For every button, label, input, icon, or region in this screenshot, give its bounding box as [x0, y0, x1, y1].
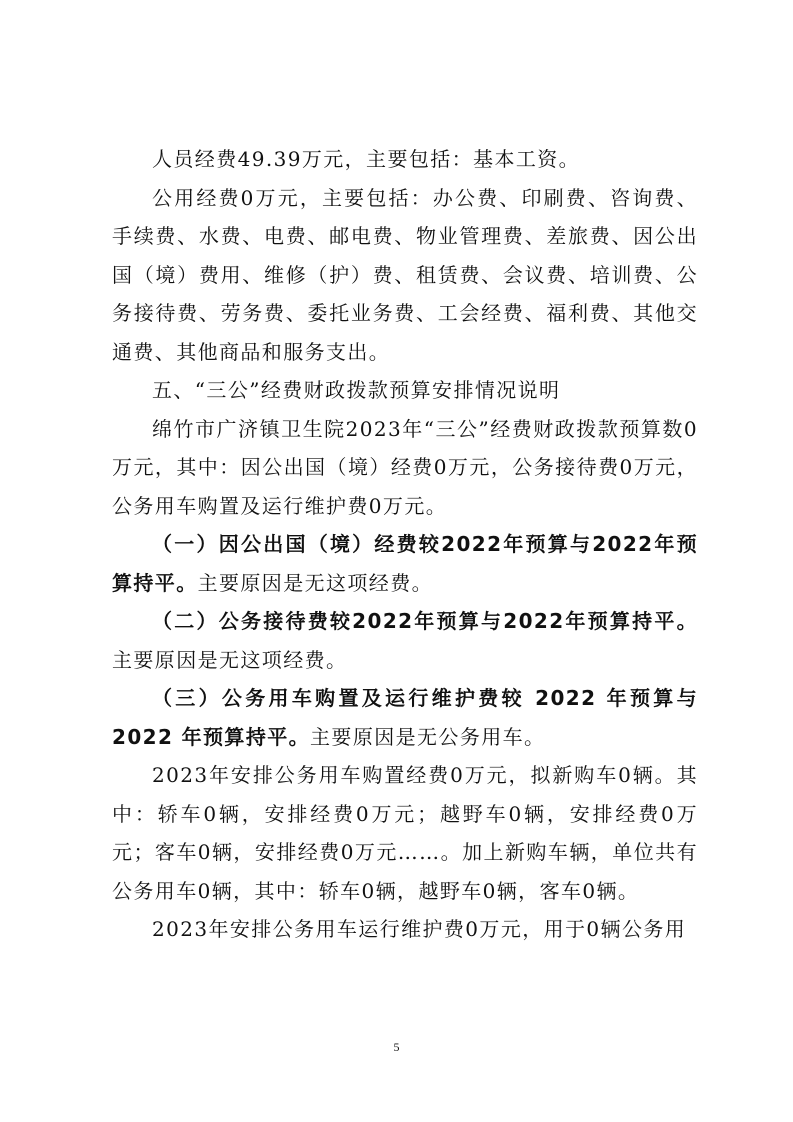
item-official-reception: [112, 602, 698, 679]
item-overseas-travel: [112, 525, 698, 602]
item-official-vehicles: [112, 679, 698, 756]
paragraph-three-public-summary: 绵竹市广济镇卫生院2023年“三公”经费财政拨款预算数0万元，其中：因公出国（境）经费0万元，公务接待费0万元，公务用车购置及运行维护费0万元。: [112, 416, 698, 518]
item-official-vehicles-title: （三）公务用车购置及运行维护费较 2022 年预算与 2022 年预算持平。: [112, 686, 698, 749]
item-official-vehicles-text: 主要原因是无公务用车。: [310, 724, 546, 749]
item-official-reception-title: （二）公务接待费较2022年预算与2022年预算持平。: [152, 609, 698, 633]
document-body: [112, 140, 698, 949]
section-heading-three-public: 五、“三公”经费财政拨款预算安排情况说明: [152, 378, 561, 402]
paragraph-vehicle-purchase: 2023年安排公务用车购置经费0万元，拟新购车0辆。其中：轿车0辆，安排经费0万元；越野车0辆，安排经费0万元；客车0辆，安排经费0万元……。加上新购车辆，单位共有公务用车0辆，其中：轿车0辆，越野车0辆，客车0辆。: [112, 763, 698, 903]
item-official-reception-text: 主要原因是无这项经费。: [112, 647, 348, 672]
item-overseas-travel-title: （一）因公出国（境）经费较2022年预算与2022年预算持平。: [112, 532, 698, 595]
item-overseas-travel-text: 主要原因是无这项经费。: [197, 570, 434, 595]
paragraph-personnel-funds: 人员经费49.39万元，主要包括：基本工资。: [152, 147, 581, 171]
paragraph-public-funds: 公用经费0万元，主要包括：办公费、印刷费、咨询费、手续费、水费、电费、邮电费、物业管理费、差旅费、因公出国（境）费用、维修（护）费、租赁费、会议费、培训费、公务接待费、劳务费、委托业务费、工会经费、福利费、其他交通费、其他商品和服务支出。: [112, 185, 698, 364]
paragraph-vehicle-maintenance: 2023年安排公务用车运行维护费0万元，用于0辆公务用: [152, 917, 687, 941]
page-number: 5: [393, 1040, 400, 1054]
